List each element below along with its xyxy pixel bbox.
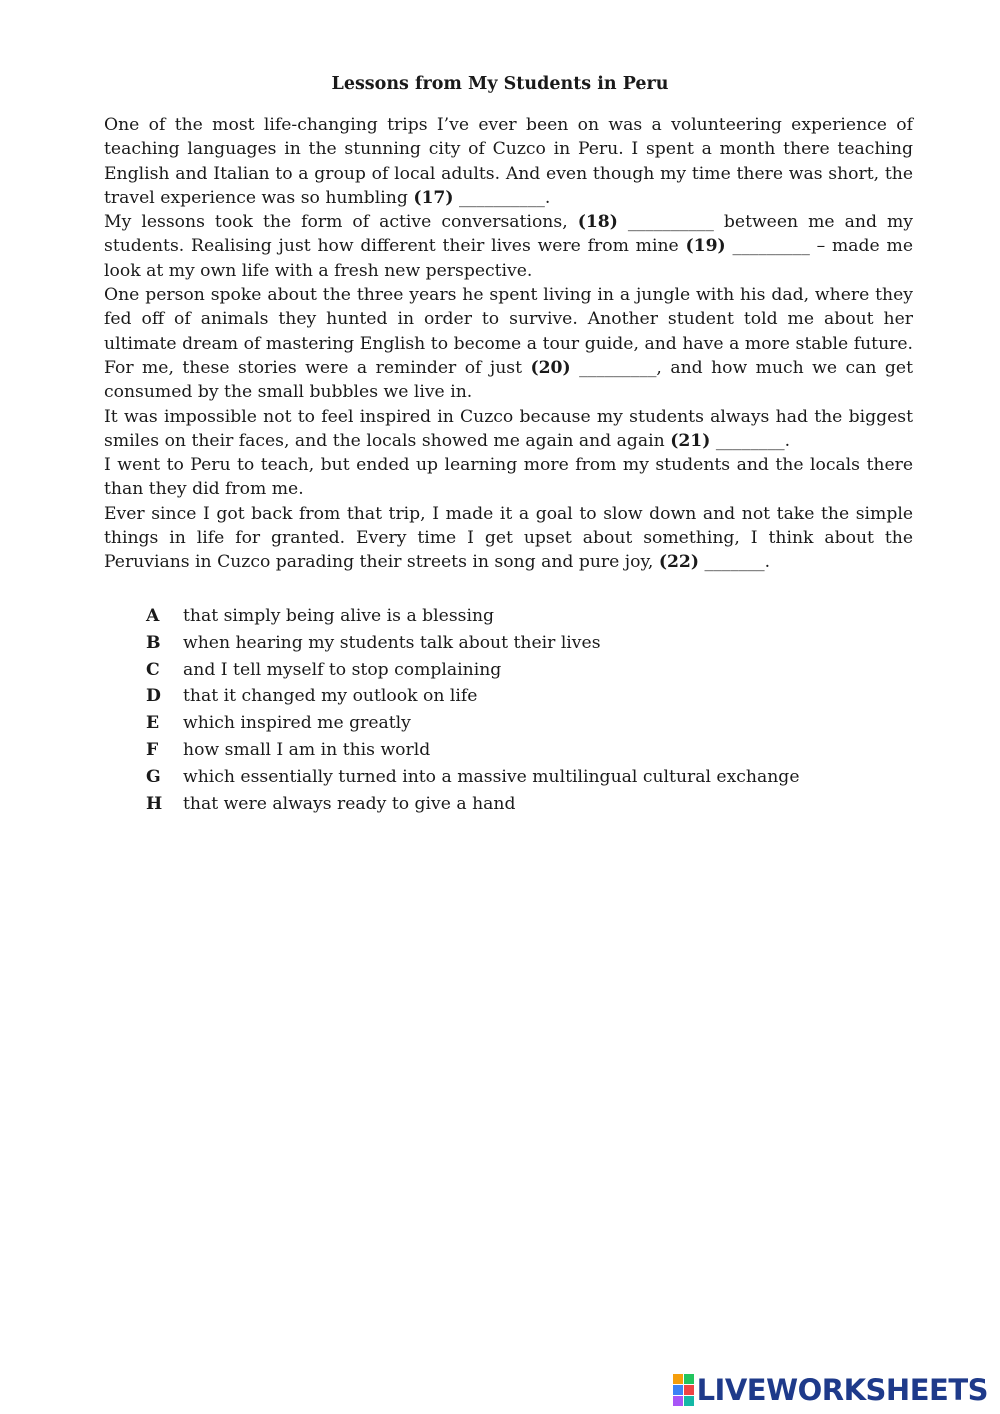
option-item-f [146,737,906,764]
option-text: which essentially turned into a massive multilingual cultural exchange [183,766,800,787]
passage-text: _________ – made me look at my own life with a fresh new perspective. [104,236,913,281]
passage-text: One person spoke about the three years he spent living in a jungle with his dad, where they fed off of animals they hunted in order to survive. Another student told me about her ultimate dream of mastering English to become a tour guide, and have a more stable future. For me, these stories were a reminder of just [104,285,913,378]
option-text: which inspired me greatly [183,713,411,734]
passage-paragraph [104,210,913,283]
option-letter: B [146,632,161,653]
passage-text: I went to Peru to teach, but ended up learning more from my students and the locals there than they did from me. [104,455,913,500]
option-text: and I tell myself to stop complaining [183,659,502,680]
logo-square [673,1374,683,1384]
option-text: that it changed my outlook on life [183,686,478,707]
option-letter: D [146,686,161,707]
passage-text: __________. [453,187,551,208]
worksheet-title: Lessons from My Students in Peru [331,74,669,94]
reading-passage [104,113,913,575]
passage-paragraph [104,502,913,575]
liveworksheets-logo[interactable] [673,1373,988,1407]
option-text: that simply being alive is a blessing [183,606,495,626]
logo-text: LIVEWORKSHEETS [696,1373,988,1407]
option-item-c [146,657,906,684]
passage-text: ________. [710,430,791,451]
option-letter: E [146,713,160,734]
option-item-d [146,683,906,710]
passage-paragraph [104,283,913,404]
gap-number: (20) [530,357,571,378]
gap-number: (22) [658,552,700,573]
gap-number: (19) [685,236,726,257]
passage-paragraph [104,405,913,454]
passage-text: __________ between me and my students. Realising just how different their lives were from mine [104,212,913,257]
passage-paragraph [104,113,913,210]
option-text: that were always ready to give a hand [183,793,516,814]
option-item-g [146,764,906,791]
passage-text: One of the most life-changing trips I’ve ever been on was a volunteering experience of teaching languages in the stunning city of Cuzco in Peru. I spent a month there teaching English and Italian to a group of local adults. And even though my time there was short, the travel experience was so humbling [104,115,913,208]
gap-number: (21) [670,430,711,451]
passage-text: _________, and how much we can get consumed by the small bubbles we live in. [104,357,913,403]
option-letter: A [146,606,160,626]
option-text: how small I am in this world [183,739,431,760]
option-text: when hearing my students talk about their lives [183,632,601,653]
option-letter: F [146,739,159,760]
option-item-a [146,603,906,630]
option-letter: G [146,766,161,787]
option-letter: H [146,793,163,814]
answer-options-list [146,603,906,817]
logo-squares-icon [673,1374,694,1406]
passage-text: Ever since I got back from that trip, I made it a goal to slow down and not take the simple things in life for granted. Every time I get upset about something, I think about the Peruvians in Cuzco parading their streets in song and pure joy, [104,503,913,573]
passage-text: It was impossible not to feel inspired in Cuzco because my students always had the biggest smiles on their faces, and the locals showed me again and again [104,406,913,451]
passage-text: My lessons took the form of active conversations, [104,212,578,233]
passage-text: _______. [699,552,771,573]
logo-square [673,1396,683,1406]
gap-number: (17) [413,187,454,208]
passage-paragraph [104,453,913,502]
logo-square [684,1396,694,1406]
option-item-b [146,630,906,657]
option-item-e [146,710,906,737]
gap-number: (18) [577,212,618,233]
logo-square [684,1385,694,1395]
logo-square [673,1385,683,1395]
logo-square [684,1374,694,1384]
option-item-h [146,791,906,818]
option-letter: C [146,659,160,680]
